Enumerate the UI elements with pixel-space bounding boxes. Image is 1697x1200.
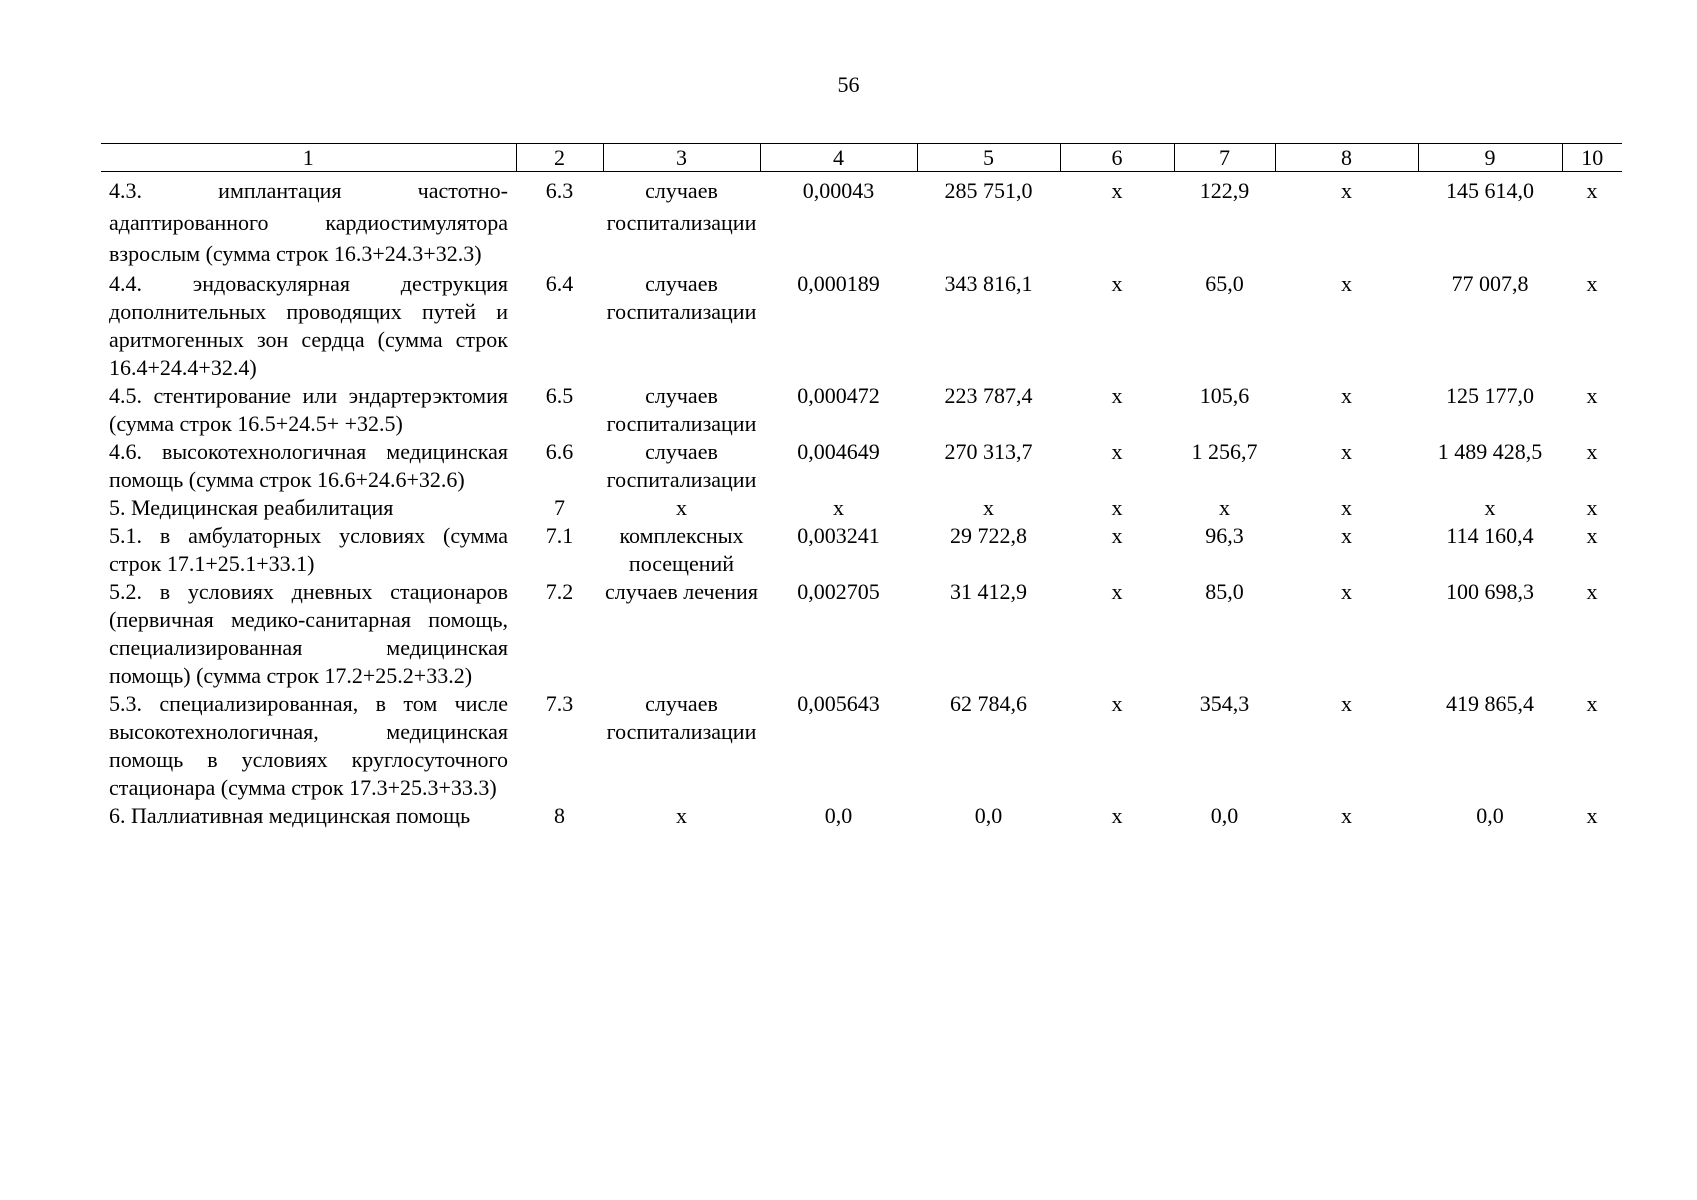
table-row — [101, 270, 1622, 382]
row-unit: случаев госпитализации — [606, 270, 757, 324]
cell-col10: х — [1586, 438, 1598, 464]
column-header: 2 — [516, 144, 603, 172]
cell-col4: 0,000472 — [797, 382, 880, 408]
row-code: 8 — [554, 802, 565, 828]
data-table — [101, 143, 1622, 830]
cell-col4: 0,005643 — [797, 690, 880, 716]
cell-col10: х — [1586, 178, 1598, 203]
cell-col8: х — [1341, 270, 1352, 296]
column-header: 5 — [917, 144, 1060, 172]
column-header: 8 — [1275, 144, 1418, 172]
table-row — [101, 172, 1622, 270]
cell-col10: х — [1586, 382, 1598, 408]
row-code: 6.3 — [545, 178, 574, 203]
cell-col7: 1 256,7 — [1191, 438, 1258, 464]
row-description: 4.6. высокотехнологичная медицинская помощь (сумма строк 16.6+24.6+32.6) — [109, 438, 508, 492]
cell-col9: 419 865,4 — [1446, 690, 1534, 716]
column-header: 4 — [760, 144, 917, 172]
cell-col4: х — [833, 494, 844, 520]
cell-col4: 0,000189 — [797, 270, 880, 296]
cell-col8: х — [1341, 690, 1352, 716]
cell-col6: х — [1111, 494, 1123, 520]
cell-col5: 31 412,9 — [950, 578, 1027, 604]
row-unit: случаев госпитализации — [606, 438, 757, 492]
cell-col9: х — [1484, 494, 1496, 520]
row-description: 4.4. эндоваскулярная деструкция дополнительных проводящих путей и аритмогенных зон сердца (сумма строк 16.4+24.4+32.4) — [109, 270, 508, 380]
cell-col5: 285 751,0 — [944, 178, 1033, 203]
cell-col6: х — [1111, 178, 1123, 203]
row-code: 6.6 — [545, 438, 574, 464]
cell-col6: х — [1111, 690, 1123, 716]
cell-col5: 343 816,1 — [944, 270, 1033, 296]
cell-col7: 65,0 — [1205, 270, 1244, 296]
table-row — [101, 382, 1622, 438]
cell-col7: 96,3 — [1205, 522, 1244, 548]
row-unit: случаев лечения — [605, 578, 758, 604]
row-unit: случаев госпитализации — [606, 382, 757, 436]
cell-col7: 354,3 — [1199, 690, 1250, 716]
cell-col8: х — [1341, 438, 1352, 464]
cell-col5: 270 313,7 — [944, 438, 1033, 464]
cell-col5: 223 787,4 — [944, 382, 1033, 408]
table-row — [101, 494, 1622, 522]
cell-col9: 1 489 428,5 — [1437, 438, 1543, 464]
cell-col7: 122,9 — [1199, 178, 1250, 203]
cell-col10: х — [1586, 578, 1598, 604]
cell-col9: 100 698,3 — [1446, 578, 1534, 604]
row-description: 5.3. специализированная, в том числе высокотехнологичная, медицинская помощь в условиях круглосуточного стационара (сумма строк 17.3+25.3+33.3) — [109, 690, 508, 800]
row-code: 6.5 — [545, 382, 574, 408]
table-row — [101, 522, 1622, 578]
cell-col10: х — [1586, 494, 1598, 520]
column-header: 9 — [1418, 144, 1562, 172]
cell-col9: 114 160,4 — [1446, 522, 1534, 548]
cell-col9: 145 614,0 — [1446, 178, 1534, 203]
column-header: 7 — [1174, 144, 1275, 172]
row-code: 7.2 — [545, 578, 574, 604]
row-description: 4.5. стентирование или эндартерэктомия (сумма строк 16.5+24.5+ +32.5) — [109, 382, 508, 436]
cell-col9: 125 177,0 — [1446, 382, 1534, 408]
row-unit: комплексных посещений — [619, 522, 744, 576]
cell-col7: 0,0 — [1210, 802, 1239, 828]
cell-col6: х — [1111, 578, 1123, 604]
row-code: 7.3 — [545, 690, 574, 716]
cell-col4: 0,002705 — [797, 578, 880, 604]
cell-col6: х — [1111, 270, 1123, 296]
column-header: 1 — [101, 144, 516, 172]
cell-col5: х — [983, 494, 994, 520]
cell-col8: х — [1341, 494, 1352, 520]
table-row — [101, 690, 1622, 802]
row-unit: случаев госпитализации — [606, 178, 757, 235]
cell-col7: х — [1219, 494, 1230, 520]
cell-col10: х — [1586, 690, 1598, 716]
cell-col6: х — [1111, 382, 1123, 408]
row-unit: х — [676, 494, 687, 520]
cell-col10: х — [1586, 802, 1598, 828]
cell-col8: х — [1341, 802, 1352, 828]
row-description: 5.1. в амбулаторных условиях (сумма строк 17.1+25.1+33.1) — [109, 522, 508, 576]
cell-col8: х — [1341, 178, 1352, 203]
page-number: 56 — [837, 72, 860, 97]
row-code: 7.1 — [545, 522, 574, 548]
row-description: 4.3. имплантация частотно-адаптированного кардиостимулятора взрослым (сумма строк 16.3+24.3+32.3) — [109, 178, 508, 266]
cell-col6: х — [1111, 438, 1123, 464]
cell-col4: 0,00043 — [802, 178, 875, 203]
table-row — [101, 438, 1622, 494]
cell-col4: 0,003241 — [797, 522, 880, 548]
cell-col5: 62 784,6 — [950, 690, 1027, 716]
cell-col5: 0,0 — [974, 802, 1003, 828]
row-description: 6. Паллиативная медицинская помощь — [109, 802, 471, 828]
cell-col6: х — [1111, 802, 1123, 828]
cell-col8: х — [1341, 522, 1352, 548]
cell-col5: 29 722,8 — [950, 522, 1027, 548]
row-code: 6.4 — [545, 270, 574, 296]
cell-col4: 0,0 — [824, 802, 853, 828]
cell-col8: х — [1341, 382, 1352, 408]
cell-col9: 77 007,8 — [1451, 270, 1529, 296]
column-header: 3 — [603, 144, 760, 172]
row-description: 5. Медицинская реабилитация — [109, 494, 394, 520]
cell-col10: х — [1586, 270, 1598, 296]
row-unit: х — [676, 802, 687, 828]
row-unit: случаев госпитализации — [606, 690, 757, 744]
cell-col4: 0,004649 — [797, 438, 880, 464]
cell-col7: 105,6 — [1199, 382, 1250, 408]
cell-col10: х — [1586, 522, 1598, 548]
row-description: 5.2. в условиях дневных стационаров (первичная медико-санитарная помощь, специализированная медицинская помощь) (сумма строк 17.2+25.2+33.2) — [109, 578, 508, 688]
cell-col9: 0,0 — [1476, 802, 1504, 828]
row-code: 7 — [554, 494, 565, 520]
column-header: 6 — [1060, 144, 1174, 172]
cell-col7: 85,0 — [1205, 578, 1244, 604]
column-number-row — [101, 144, 1622, 172]
column-header: 10 — [1562, 144, 1622, 172]
table-row — [101, 802, 1622, 830]
cell-col8: х — [1341, 578, 1352, 604]
table-row — [101, 578, 1622, 690]
cell-col6: х — [1111, 522, 1123, 548]
